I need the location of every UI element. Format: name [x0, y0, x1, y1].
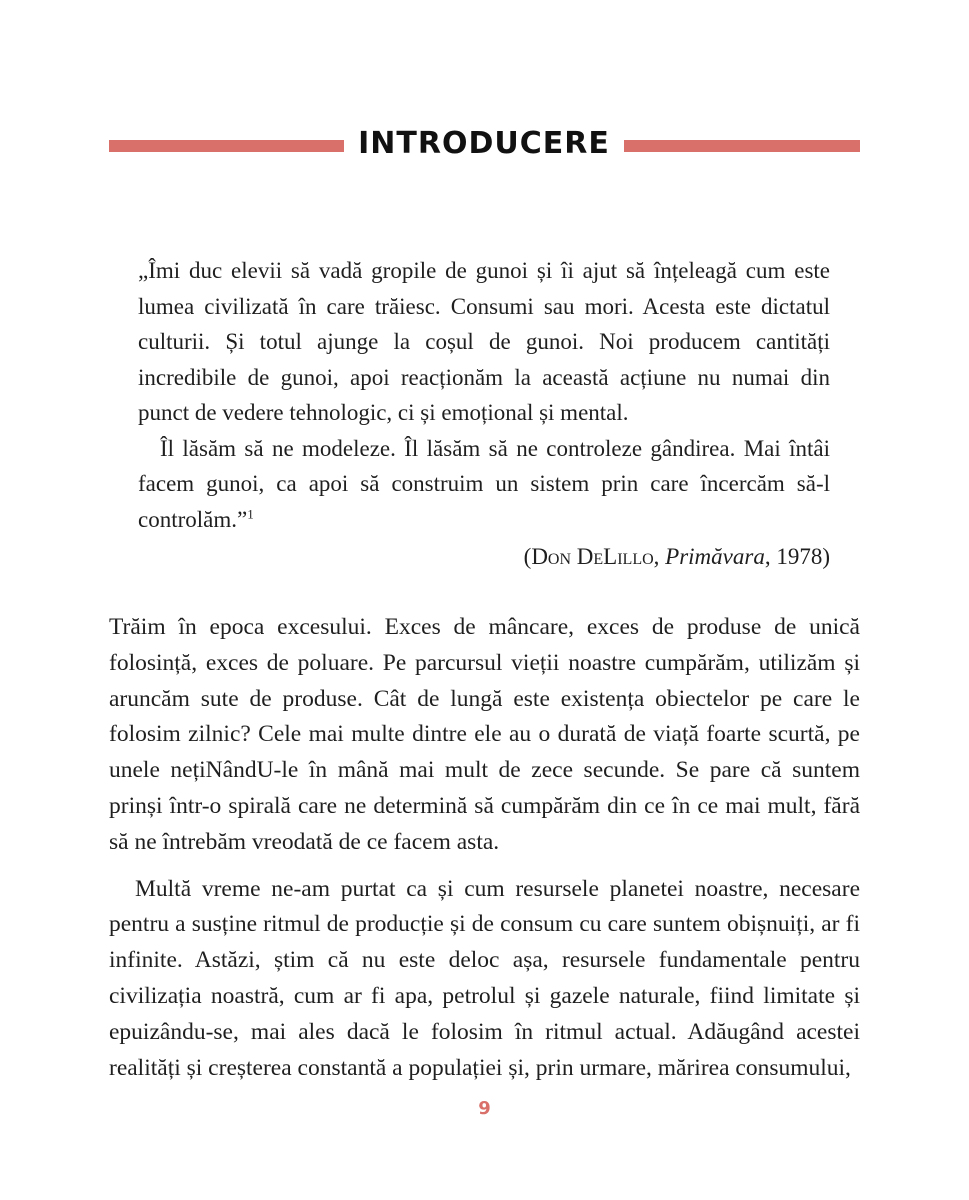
- body-paragraph: Trăim în epoca excesului. Exces de mâncare, exces de produse de unică folosință, exces de poluare. Pe parcursul vieții noastre cumpărăm, utilizăm și aruncăm sute de produse. Cât de lungă este existența obiectelor pe care le folosim zilnic? Cele mai multe dintre ele au o durată de viață foarte scurtă, pe unele nețiNândU-le în mână mai mult de zece secunde. Se pare că suntem prinși într-o spirală care ne determină să cumpărăm din ce în ce mai mult, fără să ne întrebăm vreodată de ce facem asta.: [109, 614, 860, 855]
- attribution-author: Don DeLillo: [531, 544, 654, 569]
- epigraph-attribution: [138, 539, 830, 575]
- attribution-open: (: [523, 544, 532, 569]
- footnote-reference: 1: [247, 505, 254, 521]
- epigraph-paragraph-text: Îl lăsăm să ne modeleze. Îl lăsăm să ne controleze gândirea. Mai întâi facem gunoi, ca apoi să construim un sistem prin care încercăm să-l controlăm.”: [138, 435, 830, 532]
- epigraph-quote: [138, 253, 830, 575]
- chapter-title: INTRODUCERE: [358, 126, 610, 161]
- title-rule-right: [624, 140, 860, 152]
- epigraph-paragraph-continued: [138, 431, 830, 538]
- attribution-separator: ,: [653, 544, 666, 569]
- attribution-work-title: Primăvara: [665, 544, 765, 569]
- title-rule-left: [109, 140, 344, 152]
- page-number: 9: [478, 1098, 491, 1119]
- body-paragraph: Multă vreme ne-am purtat ca și cum resursele planetei noastre, necesare pentru a susține ritmul de producție și de consum cu care suntem obișnuiți, ar fi infinite. Astăzi, știm că nu este deloc așa, resursele fundamentale pentru civilizația noastră, cum ar fi apa, petrolul și gazele naturale, fiind limitate și epuizându-se, mai ales dacă le folosim în ritmul actual. Adăugând acestei realități și creșterea constantă a populației și, prin urmare, mărirea consumului,: [109, 875, 860, 1081]
- attribution-year: , 1978): [764, 544, 830, 569]
- body-text: [109, 610, 860, 1086]
- epigraph-paragraph: „Îmi duc elevii să vadă gropile de gunoi și îi ajut să înțeleagă cum este lumea civilizată în care trăiesc. Consumi sau mori. Acesta este dictatul culturii. Și totul ajunge la coșul de gunoi. Noi producem cantități incredibile de gunoi, apoi reacționăm la această acțiune nu numai din punct de vedere tehnologic, ci și emoțional și mental.: [138, 258, 830, 425]
